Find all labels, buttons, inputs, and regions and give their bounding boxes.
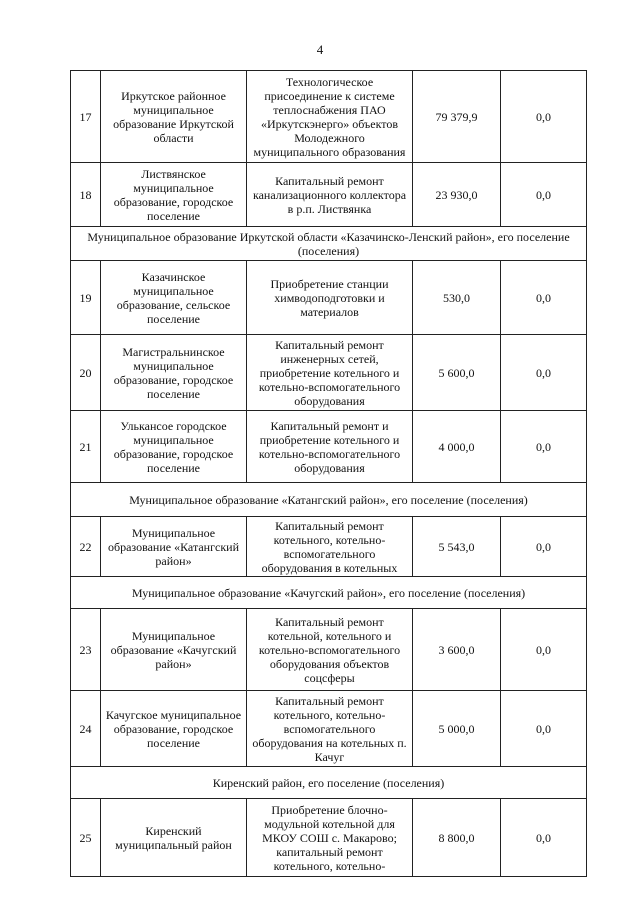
amount-cell: 4 000,0 <box>413 411 501 483</box>
extra-amount-cell: 0,0 <box>501 517 587 577</box>
table-row <box>71 261 587 335</box>
amount-cell: 3 600,0 <box>413 609 501 691</box>
project-cell: Капитальный ремонт котельного, котельно-вспомогательного оборудования в котельных <box>247 517 413 577</box>
section-row <box>71 767 587 799</box>
project-cell: Капитальный ремонт и приобретение котельного и котельно-вспомогательного оборудования <box>247 411 413 483</box>
municipality-cell: Иркутское районное муниципальное образование Иркутской области <box>101 71 247 163</box>
section-title: Муниципальное образование «Качугский район», его поселение (поселения) <box>71 577 587 609</box>
project-cell: Капитальный ремонт котельной, котельного и котельно-вспомогательного оборудования объектов соцсферы <box>247 609 413 691</box>
table-row <box>71 609 587 691</box>
project-cell: Технологическое присоединение к системе теплоснабжения ПАО «Иркутскэнерго» объектов Молодежного муниципального образования <box>247 71 413 163</box>
table-row <box>71 71 587 163</box>
table-row <box>71 799 587 877</box>
section-row <box>71 483 587 517</box>
funding-table <box>70 70 587 877</box>
extra-amount-cell: 0,0 <box>501 71 587 163</box>
row-number: 24 <box>71 691 101 767</box>
section-row <box>71 577 587 609</box>
row-number: 17 <box>71 71 101 163</box>
row-number: 21 <box>71 411 101 483</box>
row-number: 22 <box>71 517 101 577</box>
municipality-cell: Муниципальное образование «Качугский район» <box>101 609 247 691</box>
row-number: 20 <box>71 335 101 411</box>
extra-amount-cell: 0,0 <box>501 691 587 767</box>
section-title: Муниципальное образование Иркутской области «Казачинско-Ленский район», его поселение (поселения) <box>71 227 587 261</box>
table-row <box>71 163 587 227</box>
project-cell: Приобретение блочно-модульной котельной для МКОУ СОШ с. Макарово; капитальный ремонт котельного, котельно- <box>247 799 413 877</box>
municipality-cell: Казачинское муниципальное образование, сельское поселение <box>101 261 247 335</box>
extra-amount-cell: 0,0 <box>501 261 587 335</box>
extra-amount-cell: 0,0 <box>501 609 587 691</box>
table-row <box>71 411 587 483</box>
table-row <box>71 517 587 577</box>
section-title: Киренский район, его поселение (поселения) <box>71 767 587 799</box>
amount-cell: 23 930,0 <box>413 163 501 227</box>
project-cell: Капитальный ремонт котельного, котельно-вспомогательного оборудования на котельных п. Качуг <box>247 691 413 767</box>
amount-cell: 8 800,0 <box>413 799 501 877</box>
project-cell: Приобретение станции химводоподготовки и материалов <box>247 261 413 335</box>
page-number: 4 <box>316 42 324 57</box>
project-cell: Капитальный ремонт инженерных сетей, приобретение котельного и котельно-вспомогательного оборудования <box>247 335 413 411</box>
extra-amount-cell: 0,0 <box>501 411 587 483</box>
amount-cell: 5 000,0 <box>413 691 501 767</box>
amount-cell: 79 379,9 <box>413 71 501 163</box>
section-row <box>71 227 587 261</box>
municipality-cell: Качугское муниципальное образование, городское поселение <box>101 691 247 767</box>
row-number: 18 <box>71 163 101 227</box>
municipality-cell: Киренский муниципальный район <box>101 799 247 877</box>
row-number: 19 <box>71 261 101 335</box>
row-number: 25 <box>71 799 101 877</box>
municipality-cell: Магистральнинское муниципальное образование, городское поселение <box>101 335 247 411</box>
row-number: 23 <box>71 609 101 691</box>
municipality-cell: Муниципальное образование «Катангский район» <box>101 517 247 577</box>
extra-amount-cell: 0,0 <box>501 163 587 227</box>
amount-cell: 5 600,0 <box>413 335 501 411</box>
municipality-cell: Улькансое городское муниципальное образование, городское поселение <box>101 411 247 483</box>
section-title: Муниципальное образование «Катангский район», его поселение (поселения) <box>71 483 587 517</box>
amount-cell: 530,0 <box>413 261 501 335</box>
table-row <box>71 335 587 411</box>
extra-amount-cell: 0,0 <box>501 799 587 877</box>
table-row <box>71 691 587 767</box>
municipality-cell: Листвянское муниципальное образование, городское поселение <box>101 163 247 227</box>
project-cell: Капитальный ремонт канализационного коллектора в р.п. Листвянка <box>247 163 413 227</box>
amount-cell: 5 543,0 <box>413 517 501 577</box>
extra-amount-cell: 0,0 <box>501 335 587 411</box>
